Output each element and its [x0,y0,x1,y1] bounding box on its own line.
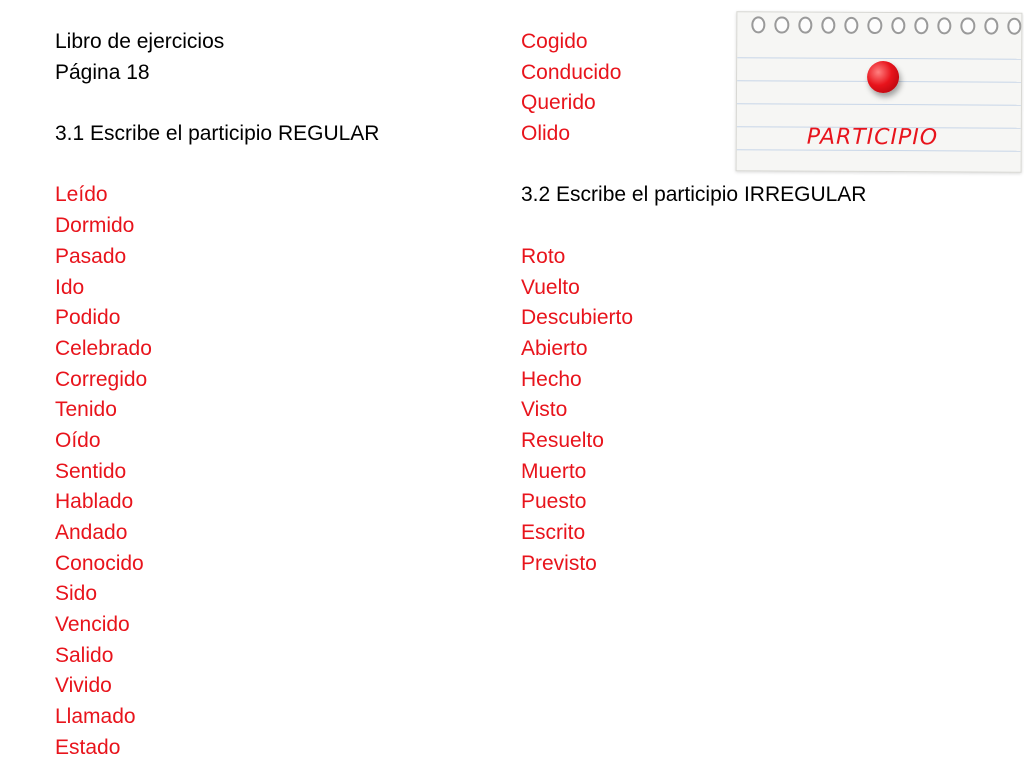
note-word: PARTICIPIO [806,124,939,151]
regular-participle-item: Llamado [55,705,136,729]
participio-note-image [736,11,1023,172]
regular-participle-item: Cogido [521,30,588,53]
regular-participle-item: Dormido [55,214,135,238]
regular-participle-item: Podido [55,306,121,330]
irregular-participle-item: Resuelto [521,428,604,452]
irregular-participle-item: Roto [521,244,566,268]
irregular-participle-item: Previsto [521,551,597,575]
regular-participle-item: Sido [55,582,98,606]
regular-participle-item: Andado [55,521,128,544]
notebook-holes [737,16,1021,37]
regular-participle-item: Conducido [521,60,622,84]
irregular-participle-list [521,242,866,580]
irregular-participle-item: Hecho [521,367,582,391]
regular-participle-item: Sentido [55,459,127,483]
irregular-participle-item: Escrito [521,521,586,544]
regular-participle-item: Vivido [55,674,112,698]
left-column [55,27,379,764]
section-title-regular: 3.1 Escribe el participio REGULAR [55,122,380,146]
irregular-participle-item: Abierto [521,336,588,360]
regular-participle-item: Olido [521,122,571,146]
regular-participle-item: Celebrado [55,336,152,360]
book-title: Libro de ejercicios [55,30,225,53]
regular-participle-item: Salido [55,643,114,667]
section-title-irregular: 3.2 Escribe el participio IRREGULAR [521,183,867,207]
regular-participle-item: Hablado [55,490,134,514]
irregular-participle-item: Vuelto [521,275,580,299]
regular-participle-item: Leído [55,183,108,207]
regular-participle-list [55,180,379,763]
irregular-participle-item: Visto [521,398,568,422]
regular-participle-item: Pasado [55,244,127,268]
regular-participle-item: Estado [55,735,121,759]
pushpin-icon [867,61,899,93]
regular-participle-item: Vencido [55,613,130,637]
irregular-participle-item: Puesto [521,490,587,514]
irregular-participle-item: Descubierto [521,306,634,330]
regular-participle-item: Conocido [55,551,144,575]
regular-participle-item: Corregido [55,367,148,391]
regular-participle-item: Querido [521,91,596,115]
regular-participle-item: Tenido [55,398,117,422]
page-number: Página 18 [55,60,150,84]
irregular-participle-item: Muerto [521,459,587,483]
regular-participle-item: Oído [55,428,101,452]
regular-participle-item: Ido [55,275,85,299]
